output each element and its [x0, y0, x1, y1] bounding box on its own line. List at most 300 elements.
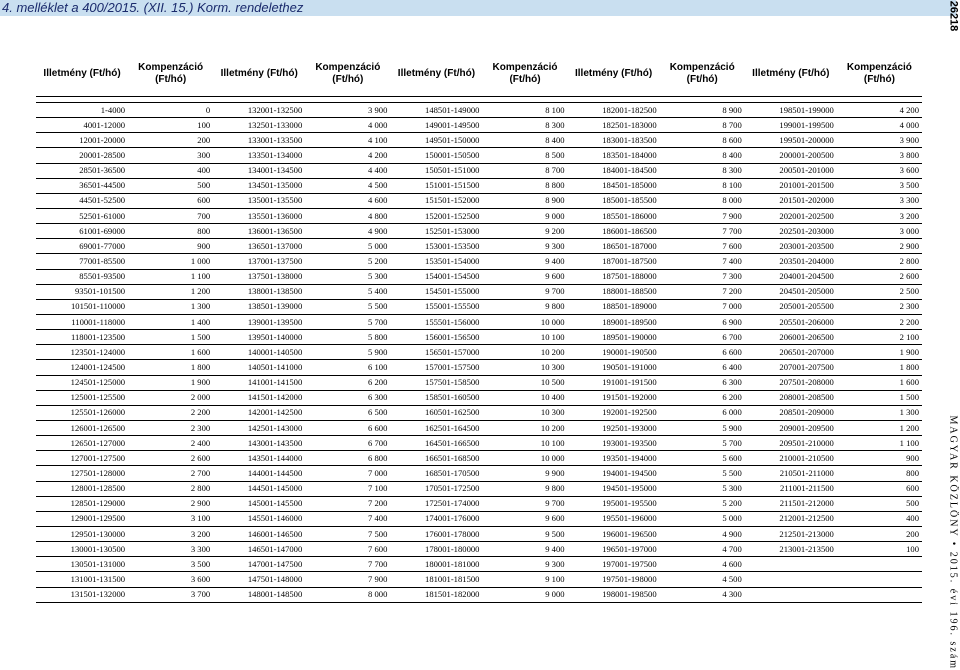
- compensation-cell: 2 600: [837, 269, 922, 284]
- compensation-cell: 2 500: [837, 284, 922, 299]
- compensation-cell: 300: [128, 148, 213, 163]
- salary-range-cell: 199001-199500: [745, 118, 837, 133]
- compensation-cell: 1 000: [128, 254, 213, 269]
- salary-range-cell: 141001-141500: [213, 375, 305, 390]
- salary-range-cell: 184001-184500: [568, 163, 660, 178]
- salary-range-cell: 186501-187000: [568, 239, 660, 254]
- salary-range-cell: 196001-196500: [568, 526, 660, 541]
- salary-range-cell: 206001-206500: [745, 330, 837, 345]
- salary-range-cell: 156501-157000: [390, 345, 482, 360]
- compensation-cell: 10 200: [482, 345, 567, 360]
- salary-range-cell: 198001-198500: [568, 587, 660, 602]
- compensation-cell: 7 600: [305, 542, 390, 557]
- compensation-cell: 3 100: [128, 511, 213, 526]
- compensation-cell: 3 600: [837, 163, 922, 178]
- compensation-cell: 6 100: [305, 360, 390, 375]
- salary-range-cell: 150001-150500: [390, 148, 482, 163]
- column-header-compensation: Kompenzáció (Ft/hó): [305, 52, 390, 97]
- compensation-cell: 6 500: [305, 405, 390, 420]
- salary-range-cell: 153501-154000: [390, 254, 482, 269]
- salary-range-cell: 138501-139000: [213, 299, 305, 314]
- salary-range-cell: 153001-153500: [390, 239, 482, 254]
- table-row: [36, 330, 922, 345]
- salary-range-cell: 205001-205500: [745, 299, 837, 314]
- table-row: [36, 254, 922, 269]
- compensation-cell: 5 900: [305, 345, 390, 360]
- compensation-cell: 4 000: [837, 118, 922, 133]
- salary-range-cell: 156001-156500: [390, 330, 482, 345]
- compensation-cell: 8 700: [482, 163, 567, 178]
- salary-range-cell: 148501-149000: [390, 103, 482, 118]
- compensation-cell: 1 300: [837, 405, 922, 420]
- column-header-compensation: Kompenzáció (Ft/hó): [837, 52, 922, 97]
- table-row: [36, 542, 922, 557]
- compensation-cell: 10 200: [482, 420, 567, 435]
- salary-range-cell: 77001-85500: [36, 254, 128, 269]
- table-row: [36, 224, 922, 239]
- compensation-cell: 1 500: [128, 330, 213, 345]
- salary-range-cell: 188501-189000: [568, 299, 660, 314]
- salary-range-cell: 197001-197500: [568, 557, 660, 572]
- compensation-cell: 4 300: [660, 587, 745, 602]
- compensation-cell: 5 500: [305, 299, 390, 314]
- column-header-salary: Illetmény (Ft/hó): [213, 52, 305, 97]
- salary-range-cell: 138001-138500: [213, 284, 305, 299]
- salary-range-cell: 213001-213500: [745, 542, 837, 557]
- salary-range-cell: 201501-202000: [745, 193, 837, 208]
- compensation-cell: 8 300: [660, 163, 745, 178]
- compensation-cell: 2 100: [837, 330, 922, 345]
- compensation-cell: 8 900: [660, 103, 745, 118]
- salary-range-cell: 157001-157500: [390, 360, 482, 375]
- salary-range-cell: 137001-137500: [213, 254, 305, 269]
- compensation-cell: 10 500: [482, 375, 567, 390]
- salary-range-cell: 101501-110000: [36, 299, 128, 314]
- salary-range-cell: 209501-210000: [745, 436, 837, 451]
- compensation-cell: 5 200: [305, 254, 390, 269]
- salary-range-cell: 148001-148500: [213, 587, 305, 602]
- salary-range-cell: 180001-181000: [390, 557, 482, 572]
- compensation-cell: 9 100: [482, 572, 567, 587]
- compensation-cell: 10 000: [482, 314, 567, 329]
- column-header-compensation: Kompenzáció (Ft/hó): [128, 52, 213, 97]
- salary-range-cell: 28501-36500: [36, 163, 128, 178]
- salary-range-cell: 199501-200000: [745, 133, 837, 148]
- salary-range-cell: 195501-196000: [568, 511, 660, 526]
- salary-range-cell: 135501-136000: [213, 208, 305, 223]
- compensation-cell: 9 400: [482, 542, 567, 557]
- compensation-cell: 400: [128, 163, 213, 178]
- salary-range-cell: 182501-183000: [568, 118, 660, 133]
- compensation-cell: 3 700: [128, 587, 213, 602]
- compensation-cell: 5 300: [660, 481, 745, 496]
- compensation-cell: 800: [837, 466, 922, 481]
- compensation-cell: 6 900: [660, 314, 745, 329]
- salary-range-cell: 185001-185500: [568, 193, 660, 208]
- table-row: [36, 299, 922, 314]
- table-row: [36, 239, 922, 254]
- salary-range-cell: 136001-136500: [213, 224, 305, 239]
- salary-range-cell: 212001-212500: [745, 511, 837, 526]
- salary-range-cell: 139001-139500: [213, 314, 305, 329]
- compensation-cell: [837, 557, 922, 572]
- salary-range-cell: 154501-155000: [390, 284, 482, 299]
- compensation-cell: 1 800: [128, 360, 213, 375]
- compensation-cell: 1 100: [837, 436, 922, 451]
- compensation-cell: 8 000: [660, 193, 745, 208]
- compensation-cell: 100: [837, 542, 922, 557]
- compensation-cell: 2 900: [837, 239, 922, 254]
- salary-range-cell: 206501-207000: [745, 345, 837, 360]
- compensation-cell: 1 400: [128, 314, 213, 329]
- compensation-cell: 7 100: [305, 481, 390, 496]
- table-row: [36, 314, 922, 329]
- salary-range-cell: 186001-186500: [568, 224, 660, 239]
- compensation-cell: 5 800: [305, 330, 390, 345]
- salary-range-cell: 118001-123500: [36, 330, 128, 345]
- compensation-cell: 1 200: [128, 284, 213, 299]
- salary-range-cell: 140501-141000: [213, 360, 305, 375]
- salary-range-cell: 166501-168500: [390, 451, 482, 466]
- compensation-cell: 9 900: [482, 466, 567, 481]
- compensation-cell: 8 400: [660, 148, 745, 163]
- salary-range-cell: 12001-20000: [36, 133, 128, 148]
- salary-range-cell: 130001-130500: [36, 542, 128, 557]
- salary-range-cell: 151501-152000: [390, 193, 482, 208]
- table-row: [36, 557, 922, 572]
- compensation-cell: 2 300: [837, 299, 922, 314]
- compensation-cell: 4 000: [305, 118, 390, 133]
- compensation-cell: 3 200: [128, 526, 213, 541]
- compensation-cell: 9 700: [482, 496, 567, 511]
- salary-range-cell: 168501-170500: [390, 466, 482, 481]
- compensation-cell: 2 800: [837, 254, 922, 269]
- salary-range-cell: 110001-118000: [36, 314, 128, 329]
- salary-range-cell: 194501-195000: [568, 481, 660, 496]
- compensation-cell: 3 200: [837, 208, 922, 223]
- salary-range-cell: 128501-129000: [36, 496, 128, 511]
- compensation-cell: 2 400: [128, 436, 213, 451]
- compensation-cell: 6 600: [660, 345, 745, 360]
- compensation-cell: 800: [128, 224, 213, 239]
- compensation-cell: 6 700: [305, 436, 390, 451]
- salary-range-cell: 192001-192500: [568, 405, 660, 420]
- compensation-cell: 4 500: [660, 572, 745, 587]
- compensation-cell: 6 200: [305, 375, 390, 390]
- salary-range-cell: 132501-133000: [213, 118, 305, 133]
- table-row: [36, 375, 922, 390]
- salary-range-cell: 211001-211500: [745, 481, 837, 496]
- compensation-cell: 4 700: [660, 542, 745, 557]
- compensation-cell: 9 600: [482, 269, 567, 284]
- compensation-cell: 2 800: [128, 481, 213, 496]
- salary-range-cell: 131001-131500: [36, 572, 128, 587]
- salary-range-cell: 170501-172500: [390, 481, 482, 496]
- table-row: [36, 208, 922, 223]
- salary-range-cell: 125501-126000: [36, 405, 128, 420]
- compensation-cell: 9 400: [482, 254, 567, 269]
- publication-text: MAGYAR KÖZLÖNY • 2015. évi 196. szám: [947, 415, 959, 670]
- table-row: [36, 284, 922, 299]
- compensation-cell: 10 300: [482, 360, 567, 375]
- salary-range-cell: 196501-197000: [568, 542, 660, 557]
- table-row: [36, 451, 922, 466]
- salary-range-cell: 143001-143500: [213, 436, 305, 451]
- salary-range-cell: 205501-206000: [745, 314, 837, 329]
- salary-range-cell: 127001-127500: [36, 451, 128, 466]
- salary-range-cell: 190501-191000: [568, 360, 660, 375]
- table-row: [36, 133, 922, 148]
- salary-range-cell: 193001-193500: [568, 436, 660, 451]
- salary-range-cell: 133001-133500: [213, 133, 305, 148]
- salary-range-cell: 155001-155500: [390, 299, 482, 314]
- salary-range-cell: 185501-186000: [568, 208, 660, 223]
- compensation-cell: 5 700: [660, 436, 745, 451]
- compensation-cell: 6 000: [660, 405, 745, 420]
- table-body: [36, 97, 922, 603]
- salary-range-cell: 147501-148000: [213, 572, 305, 587]
- salary-range-cell: 210001-210500: [745, 451, 837, 466]
- compensation-cell: 8 900: [482, 193, 567, 208]
- compensation-cell: 8 700: [660, 118, 745, 133]
- compensation-cell: 500: [128, 178, 213, 193]
- compensation-cell: 5 500: [660, 466, 745, 481]
- compensation-cell: 900: [128, 239, 213, 254]
- compensation-cell: 7 600: [660, 239, 745, 254]
- compensation-cell: 1 800: [837, 360, 922, 375]
- compensation-cell: 5 200: [660, 496, 745, 511]
- compensation-cell: [837, 572, 922, 587]
- salary-range-cell: 145501-146000: [213, 511, 305, 526]
- salary-range-cell: 129501-130000: [36, 526, 128, 541]
- salary-range-cell: 130501-131000: [36, 557, 128, 572]
- salary-range-cell: 134001-134500: [213, 163, 305, 178]
- compensation-cell: 9 300: [482, 557, 567, 572]
- compensation-cell: 9 200: [482, 224, 567, 239]
- salary-range-cell: 149501-150000: [390, 133, 482, 148]
- salary-range-cell: 139501-140000: [213, 330, 305, 345]
- publication-sidebar: [943, 415, 959, 670]
- table-row: [36, 587, 922, 602]
- compensation-cell: 5 700: [305, 314, 390, 329]
- column-header-compensation: Kompenzáció (Ft/hó): [660, 52, 745, 97]
- compensation-cell: 9 800: [482, 299, 567, 314]
- salary-range-cell: 141501-142000: [213, 390, 305, 405]
- salary-range-cell: 144001-144500: [213, 466, 305, 481]
- salary-range-cell: 182001-182500: [568, 103, 660, 118]
- table-row: [36, 345, 922, 360]
- salary-range-cell: 125001-125500: [36, 390, 128, 405]
- page-number: [944, 2, 958, 32]
- compensation-cell: 8 300: [482, 118, 567, 133]
- compensation-cell: 900: [837, 451, 922, 466]
- salary-range-cell: 200501-201000: [745, 163, 837, 178]
- compensation-cell: 600: [128, 193, 213, 208]
- salary-range-cell: 124001-124500: [36, 360, 128, 375]
- compensation-cell: 4 100: [305, 133, 390, 148]
- salary-range-cell: 36501-44500: [36, 178, 128, 193]
- table-row: [36, 193, 922, 208]
- salary-range-cell: 147001-147500: [213, 557, 305, 572]
- compensation-cell: 6 800: [305, 451, 390, 466]
- compensation-cell: 8 100: [482, 103, 567, 118]
- annex-title: 4. melléklet a 400/2015. (XII. 15.) Korm. rendelethez: [0, 0, 956, 16]
- column-header-salary: Illetmény (Ft/hó): [568, 52, 660, 97]
- salary-range-cell: 142501-143000: [213, 420, 305, 435]
- compensation-cell: 3 900: [837, 133, 922, 148]
- salary-range-cell: [745, 557, 837, 572]
- compensation-cell: 9 300: [482, 239, 567, 254]
- compensation-cell: 1 600: [837, 375, 922, 390]
- compensation-cell: 6 300: [660, 375, 745, 390]
- salary-range-cell: 146501-147000: [213, 542, 305, 557]
- salary-range-cell: 154001-154500: [390, 269, 482, 284]
- salary-range-cell: 131501-132000: [36, 587, 128, 602]
- compensation-cell: 4 900: [305, 224, 390, 239]
- salary-range-cell: 201001-201500: [745, 178, 837, 193]
- compensation-cell: 7 700: [305, 557, 390, 572]
- table-row: [36, 405, 922, 420]
- salary-range-cell: 149001-149500: [390, 118, 482, 133]
- compensation-cell: 9 000: [482, 587, 567, 602]
- salary-range-cell: 123501-124000: [36, 345, 128, 360]
- compensation-cell: 1 100: [128, 269, 213, 284]
- salary-range-cell: 197501-198000: [568, 572, 660, 587]
- salary-range-cell: 187001-187500: [568, 254, 660, 269]
- compensation-cell: 4 400: [305, 163, 390, 178]
- salary-range-cell: 142001-142500: [213, 405, 305, 420]
- table-row: [36, 466, 922, 481]
- compensation-cell: 7 400: [305, 511, 390, 526]
- compensation-cell: 2 300: [128, 420, 213, 435]
- compensation-cell: 8 100: [660, 178, 745, 193]
- table-row: [36, 390, 922, 405]
- table-row: [36, 148, 922, 163]
- salary-range-cell: 135001-135500: [213, 193, 305, 208]
- compensation-cell: 100: [128, 118, 213, 133]
- column-header-compensation: Kompenzáció (Ft/hó): [482, 52, 567, 97]
- compensation-table: [36, 52, 922, 603]
- table-row: [36, 178, 922, 193]
- salary-range-cell: 210501-211000: [745, 466, 837, 481]
- compensation-cell: 200: [837, 526, 922, 541]
- compensation-cell: 6 300: [305, 390, 390, 405]
- salary-range-cell: 207501-208000: [745, 375, 837, 390]
- salary-range-cell: 191501-192000: [568, 390, 660, 405]
- compensation-cell: 7 300: [660, 269, 745, 284]
- compensation-cell: 1 300: [128, 299, 213, 314]
- salary-range-cell: [745, 587, 837, 602]
- compensation-cell: 6 200: [660, 390, 745, 405]
- compensation-cell: 4 900: [660, 526, 745, 541]
- salary-range-cell: 208501-209000: [745, 405, 837, 420]
- salary-range-cell: 202501-203000: [745, 224, 837, 239]
- compensation-cell: 2 700: [128, 466, 213, 481]
- compensation-cell: 4 800: [305, 208, 390, 223]
- compensation-cell: 9 800: [482, 481, 567, 496]
- compensation-cell: 9 600: [482, 511, 567, 526]
- compensation-cell: 1 900: [128, 375, 213, 390]
- salary-range-cell: 211501-212000: [745, 496, 837, 511]
- compensation-cell: 7 900: [660, 208, 745, 223]
- compensation-cell: 200: [128, 133, 213, 148]
- compensation-cell: 10 000: [482, 451, 567, 466]
- table-row: [36, 420, 922, 435]
- table-row: [36, 103, 922, 118]
- salary-range-cell: 155501-156000: [390, 314, 482, 329]
- page-number-text: 26218: [947, 0, 960, 32]
- compensation-cell: [837, 587, 922, 602]
- compensation-cell: 3 800: [837, 148, 922, 163]
- salary-range-cell: 189501-190000: [568, 330, 660, 345]
- compensation-cell: 5 000: [305, 239, 390, 254]
- salary-range-cell: 127501-128000: [36, 466, 128, 481]
- table-row: [36, 496, 922, 511]
- salary-range-cell: 144501-145000: [213, 481, 305, 496]
- salary-range-cell: 129001-129500: [36, 511, 128, 526]
- compensation-cell: 3 600: [128, 572, 213, 587]
- salary-range-cell: 152001-152500: [390, 208, 482, 223]
- table-row: [36, 360, 922, 375]
- salary-range-cell: 207001-207500: [745, 360, 837, 375]
- compensation-cell: 7 200: [305, 496, 390, 511]
- salary-range-cell: 176001-178000: [390, 526, 482, 541]
- salary-range-cell: 133501-134000: [213, 148, 305, 163]
- compensation-cell: 4 500: [305, 178, 390, 193]
- salary-range-cell: 134501-135000: [213, 178, 305, 193]
- salary-range-cell: 203501-204000: [745, 254, 837, 269]
- compensation-cell: 2 000: [128, 390, 213, 405]
- table-row: [36, 481, 922, 496]
- salary-range-cell: 194001-194500: [568, 466, 660, 481]
- salary-range-cell: 178001-180000: [390, 542, 482, 557]
- salary-range-cell: 202001-202500: [745, 208, 837, 223]
- compensation-cell: 6 700: [660, 330, 745, 345]
- salary-range-cell: 212501-213000: [745, 526, 837, 541]
- salary-range-cell: 44501-52500: [36, 193, 128, 208]
- column-header-salary: Illetmény (Ft/hó): [745, 52, 837, 97]
- table-row: [36, 511, 922, 526]
- table-row: [36, 163, 922, 178]
- compensation-cell: 3 300: [837, 193, 922, 208]
- compensation-cell: 9 000: [482, 208, 567, 223]
- table-row: [36, 269, 922, 284]
- compensation-cell: 4 200: [305, 148, 390, 163]
- compensation-cell: 4 600: [305, 193, 390, 208]
- compensation-cell: 1 900: [837, 345, 922, 360]
- compensation-cell: 0: [128, 103, 213, 118]
- compensation-cell: 5 900: [660, 420, 745, 435]
- salary-range-cell: 126501-127000: [36, 436, 128, 451]
- salary-range-cell: 198501-199000: [745, 103, 837, 118]
- salary-range-cell: 209001-209500: [745, 420, 837, 435]
- salary-range-cell: 69001-77000: [36, 239, 128, 254]
- salary-range-cell: 20001-28500: [36, 148, 128, 163]
- salary-range-cell: 143501-144000: [213, 451, 305, 466]
- compensation-cell: 9 700: [482, 284, 567, 299]
- salary-range-cell: 52501-61000: [36, 208, 128, 223]
- salary-range-cell: 4001-12000: [36, 118, 128, 133]
- compensation-cell: 2 200: [837, 314, 922, 329]
- compensation-cell: 3 900: [305, 103, 390, 118]
- compensation-cell: 3 500: [837, 178, 922, 193]
- column-header-salary: Illetmény (Ft/hó): [390, 52, 482, 97]
- salary-range-cell: 188001-188500: [568, 284, 660, 299]
- salary-range-cell: 146001-146500: [213, 526, 305, 541]
- compensation-cell: 9 500: [482, 526, 567, 541]
- salary-range-cell: 128001-128500: [36, 481, 128, 496]
- salary-range-cell: 126001-126500: [36, 420, 128, 435]
